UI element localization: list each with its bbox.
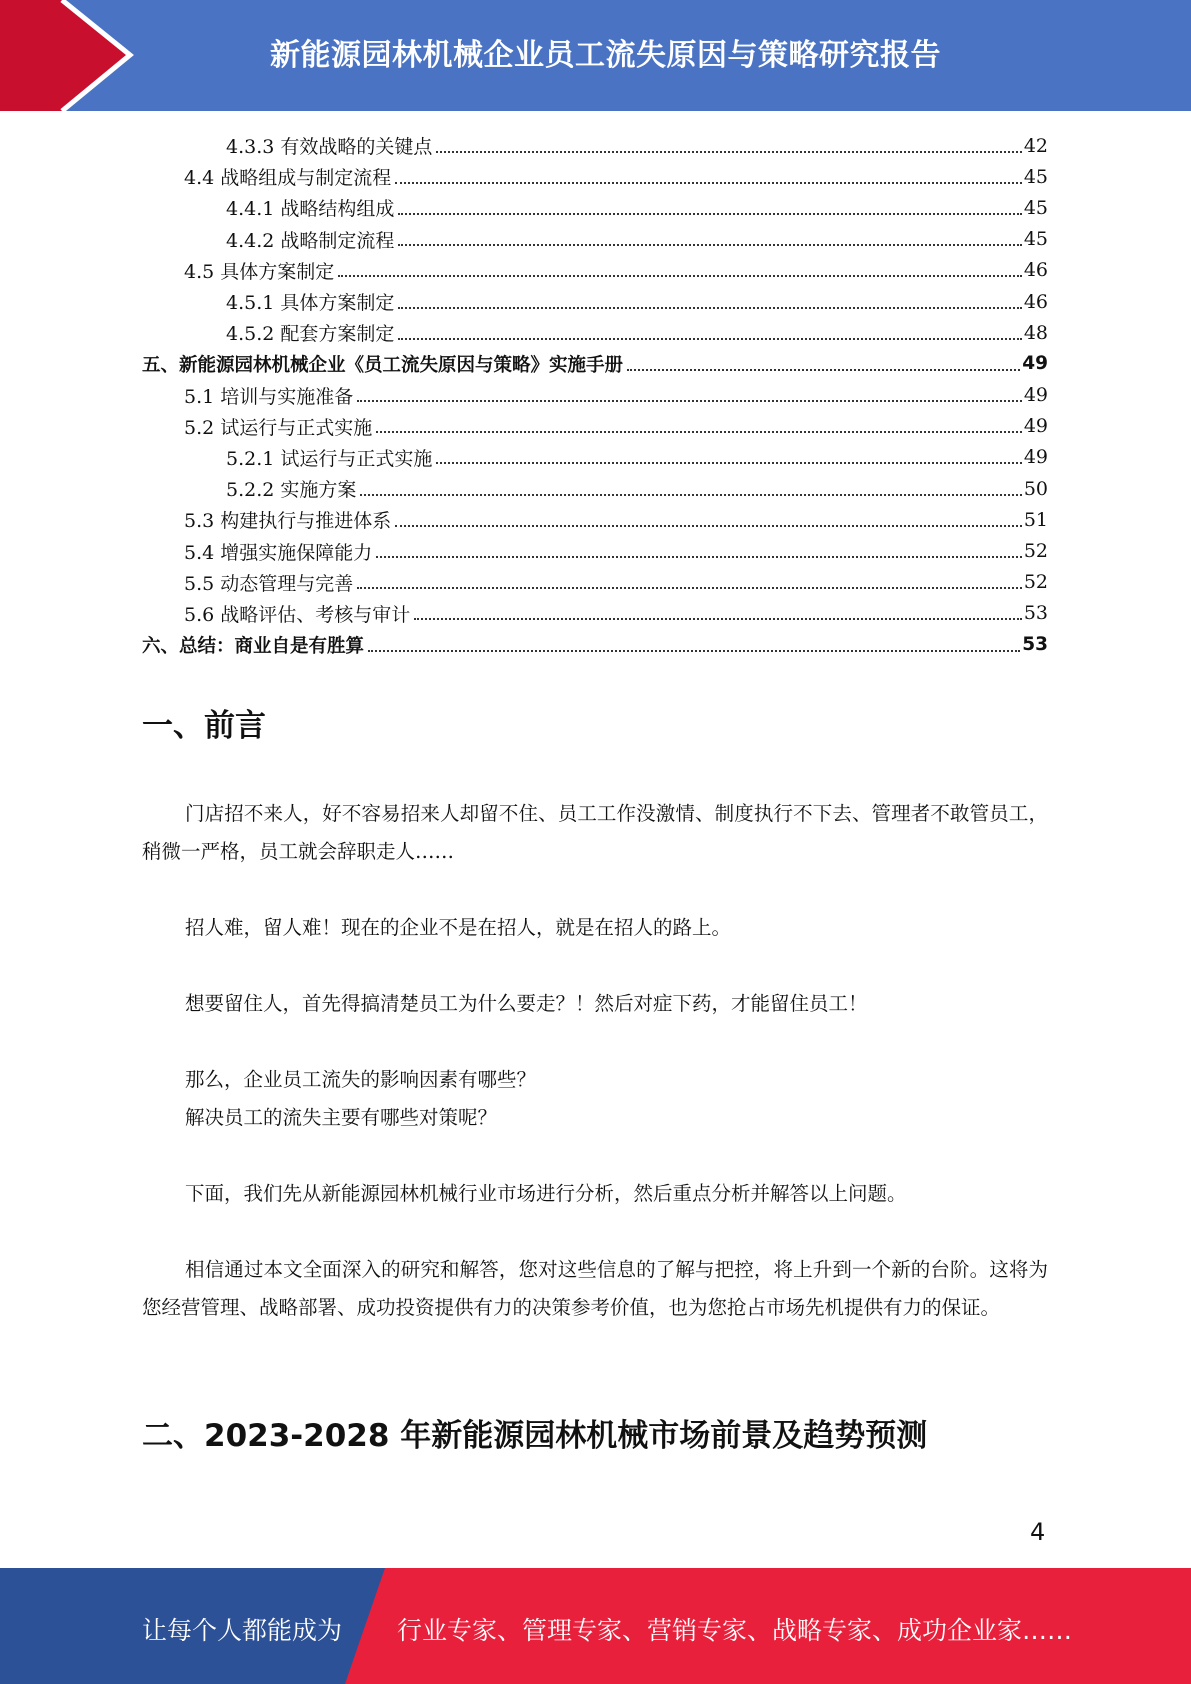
toc-entry[interactable] [142, 411, 1048, 442]
toc-entry[interactable] [142, 473, 1048, 504]
toc-entry[interactable] [142, 317, 1048, 348]
toc-entry[interactable] [142, 629, 1048, 660]
toc-entry-label: 5.2.2 实施方案 [226, 479, 357, 502]
toc-dot-leader [436, 151, 1021, 153]
toc-entry[interactable] [142, 535, 1048, 566]
table-of-contents [142, 130, 1048, 660]
toc-dot-leader [398, 307, 1021, 309]
toc-entry-page: 49 [1023, 384, 1048, 407]
toc-entry-label: 4.4.1 战略结构组成 [226, 198, 395, 221]
toc-entry-label: 4.3.3 有效战略的关键点 [226, 136, 433, 159]
toc-entry-page: 49 [1023, 415, 1048, 438]
toc-entry[interactable] [142, 130, 1048, 161]
toc-entry[interactable] [142, 348, 1048, 379]
paragraph: 那么，企业员工流失的影响因素有哪些？ [185, 1068, 537, 1091]
paragraph: 招人难，留人难！现在的企业不是在招人，就是在招人的路上。 [185, 916, 732, 939]
toc-entry[interactable] [142, 224, 1048, 255]
page-footer [0, 1568, 1191, 1684]
toc-entry[interactable] [142, 442, 1048, 473]
toc-entry-page: 52 [1023, 571, 1048, 594]
toc-dot-leader [436, 462, 1021, 464]
toc-entry-page: 45 [1023, 196, 1048, 219]
toc-dot-leader [360, 494, 1021, 496]
toc-dot-leader [368, 650, 1020, 652]
toc-dot-leader [414, 618, 1022, 620]
toc-entry[interactable] [142, 380, 1048, 411]
toc-dot-leader [395, 525, 1022, 527]
toc-entry[interactable] [142, 192, 1048, 223]
section-heading-market-forecast: 二、2023-2028 年新能源园林机械市场前景及趋势预测 [142, 1418, 928, 1454]
toc-entry[interactable] [142, 286, 1048, 317]
toc-entry-label: 5.4 增强实施保障能力 [184, 541, 373, 564]
toc-entry-page: 46 [1023, 259, 1048, 282]
toc-entry-page: 53 [1023, 602, 1048, 625]
toc-entry-page: 42 [1023, 134, 1048, 157]
toc-entry-page: 45 [1023, 165, 1048, 188]
toc-dot-leader [398, 213, 1021, 215]
toc-entry-page: 53 [1022, 634, 1048, 656]
toc-dot-leader [338, 275, 1022, 277]
section-heading-preface: 一、前言 [142, 708, 266, 744]
toc-entry-label: 5.1 培训与实施准备 [184, 385, 354, 408]
paragraph: 下面，我们先从新能源园林机械行业市场进行分析，然后重点分析并解答以上问题。 [185, 1182, 907, 1205]
toc-dot-leader [398, 338, 1021, 340]
paragraph: 门店招不来人，好不容易招来人却留不住、员工工作没激情、制度执行不下去、管理者不敢管员工，稍微一严格，员工就会辞职走人…… [142, 802, 1048, 863]
footer-slogan-right: 行业专家、管理专家、营销专家、战略专家、成功企业家…… [397, 1616, 1073, 1645]
toc-entry[interactable] [142, 161, 1048, 192]
toc-entry-label: 五、新能源园林机械企业《员工流失原因与策略》实施手册 [142, 354, 624, 376]
paragraph: 解决员工的流失主要有哪些对策呢？ [185, 1106, 498, 1129]
toc-entry-page: 45 [1023, 228, 1048, 251]
toc-entry-label: 4.5 具体方案制定 [184, 260, 335, 283]
page-number: 4 [1030, 1518, 1046, 1546]
toc-entry-label: 5.5 动态管理与完善 [184, 572, 354, 595]
toc-dot-leader [398, 244, 1021, 246]
toc-entry-label: 5.2 试运行与正式实施 [184, 416, 373, 439]
toc-entry-page: 52 [1023, 540, 1048, 563]
toc-entry-page: 50 [1023, 477, 1048, 500]
paragraph: 想要留住人，首先得搞清楚员工为什么要走？！然后对症下药，才能留住员工！ [185, 992, 868, 1015]
toc-dot-leader [376, 431, 1022, 433]
toc-dot-leader [627, 369, 1020, 371]
toc-entry-label: 4.4 战略组成与制定流程 [184, 167, 392, 190]
footer-slogan-left: 让每个人都能成为 [142, 1616, 343, 1645]
toc-entry-label: 4.5.1 具体方案制定 [226, 292, 395, 315]
toc-dot-leader [357, 400, 1022, 402]
toc-entry-label: 5.3 构建执行与推进体系 [184, 510, 392, 533]
document-title: 新能源园林机械企业员工流失原因与策略研究报告 [270, 38, 941, 73]
toc-entry-label: 4.4.2 战略制定流程 [226, 229, 395, 252]
toc-entry-page: 51 [1023, 508, 1048, 531]
toc-dot-leader [376, 556, 1022, 558]
toc-entry[interactable] [142, 504, 1048, 535]
toc-entry-page: 46 [1023, 290, 1048, 313]
toc-entry-label: 六、总结：商业自是有胜算 [142, 635, 365, 657]
toc-entry-page: 49 [1023, 446, 1048, 469]
page-header [0, 0, 1191, 111]
toc-entry[interactable] [142, 598, 1048, 629]
toc-dot-leader [395, 182, 1022, 184]
toc-entry-label: 5.6 战略评估、考核与审计 [184, 603, 411, 626]
toc-entry-label: 5.2.1 试运行与正式实施 [226, 447, 433, 470]
toc-entry[interactable] [142, 255, 1048, 286]
toc-entry-label: 4.5.2 配套方案制定 [226, 323, 395, 346]
toc-entry-page: 48 [1023, 321, 1048, 344]
paragraph: 相信通过本文全面深入的研究和解答，您对这些信息的了解与把控，将上升到一个新的台阶。这将为您经营管理、战略部署、成功投资提供有力的决策参考价值，也为您抢占市场先机提供有力的保证。 [142, 1258, 1048, 1319]
toc-entry-page: 49 [1022, 353, 1048, 375]
toc-entry[interactable] [142, 567, 1048, 598]
toc-dot-leader [357, 587, 1022, 589]
